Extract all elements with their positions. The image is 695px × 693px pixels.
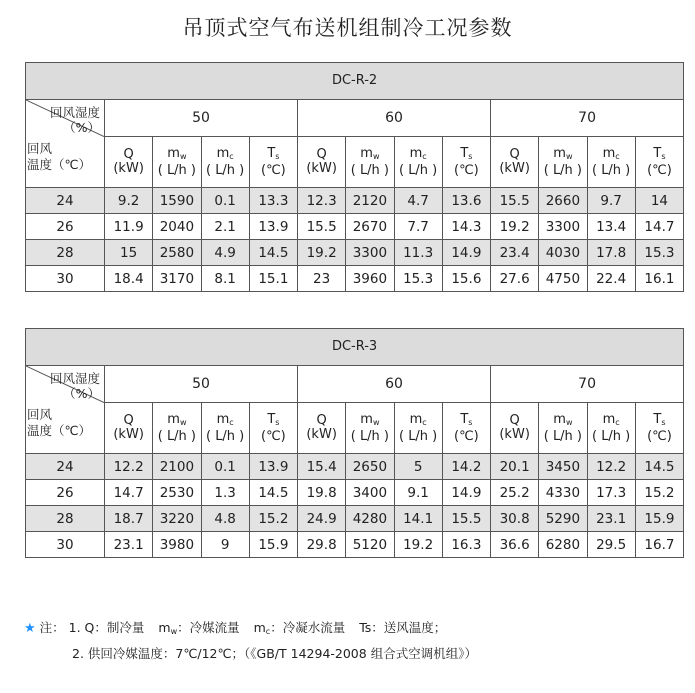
data-cell: 12.3	[298, 188, 346, 214]
data-cell: 30.8	[491, 506, 539, 532]
column-header	[394, 137, 442, 188]
humidity-group-50: 50	[105, 100, 298, 137]
data-cell: 18.4	[105, 266, 153, 292]
data-cell: 5	[394, 454, 442, 480]
header-symbol: Q	[316, 147, 327, 162]
data-cell: 22.4	[587, 266, 635, 292]
header-symbol: Q	[123, 147, 134, 162]
corner-bottom-line1: 回风	[27, 140, 53, 156]
header-unit: (kW)	[306, 427, 337, 442]
data-cell: 5120	[346, 532, 394, 558]
note-label: 注：	[39, 620, 65, 635]
corner-top-line2: （%）	[63, 386, 100, 401]
table-row	[26, 506, 684, 532]
data-cell: 15.3	[635, 240, 683, 266]
column-header	[394, 403, 442, 454]
row-temperature: 26	[26, 480, 105, 506]
header-subscript: s	[661, 417, 666, 427]
data-cell: 12.2	[587, 454, 635, 480]
data-cell: 3300	[539, 214, 587, 240]
corner-humidity-header	[26, 100, 105, 137]
header-unit: ( L/h )	[157, 162, 197, 178]
header-unit: ( L/h )	[398, 428, 438, 444]
data-cell: 3980	[153, 532, 201, 558]
column-header	[442, 137, 490, 188]
data-cell: 13.9	[249, 454, 297, 480]
corner-top-line1: 回风湿度	[49, 105, 100, 120]
data-cell: 5290	[539, 506, 587, 532]
header-unit: ( L/h )	[205, 428, 245, 444]
header-unit: (kW)	[306, 161, 337, 176]
header-symbol: m	[216, 145, 230, 161]
data-cell: 29.5	[587, 532, 635, 558]
data-cell: 16.1	[635, 266, 683, 292]
header-subscript: w	[179, 151, 187, 161]
header-subscript: s	[468, 151, 473, 161]
data-cell: 15.9	[249, 532, 297, 558]
note-q: 1. Q：制冷量	[68, 620, 145, 635]
data-cell: 3960	[346, 266, 394, 292]
header-unit: (kW)	[113, 427, 144, 442]
corner-top-line2: （%）	[63, 120, 100, 135]
column-header	[298, 403, 346, 454]
header-unit: ( L/h )	[591, 162, 631, 178]
data-cell: 2670	[346, 214, 394, 240]
column-header	[587, 403, 635, 454]
data-cell: 15.4	[298, 454, 346, 480]
header-unit: (℃)	[454, 428, 479, 444]
corner-humidity-header	[26, 366, 105, 403]
note-mw-text: ：冷媒流量	[177, 620, 240, 635]
data-cell: 9	[201, 532, 249, 558]
header-symbol: m	[409, 411, 423, 427]
data-cell: 8.1	[201, 266, 249, 292]
header-symbol: m	[602, 145, 616, 161]
data-cell: 12.2	[105, 454, 153, 480]
header-symbol: m	[409, 145, 423, 161]
header-symbol: m	[216, 411, 230, 427]
data-cell: 2650	[346, 454, 394, 480]
data-cell: 15	[105, 240, 153, 266]
header-symbol: m	[167, 411, 180, 427]
note-mc-text: ：冷凝水流量	[270, 620, 346, 635]
table-dc-r-3	[25, 328, 683, 558]
data-cell: 4.8	[201, 506, 249, 532]
header-unit: (kW)	[499, 161, 530, 176]
header-symbol: m	[553, 411, 566, 427]
header-symbol: T	[267, 145, 276, 161]
data-cell: 29.8	[298, 532, 346, 558]
data-cell: 23.1	[105, 532, 153, 558]
data-cell: 4330	[539, 480, 587, 506]
row-temperature: 26	[26, 214, 105, 240]
humidity-group-60: 60	[298, 366, 491, 403]
header-symbol: m	[360, 145, 373, 161]
data-cell: 15.5	[298, 214, 346, 240]
column-header	[346, 403, 394, 454]
data-cell: 4.7	[394, 188, 442, 214]
model-name: DC-R-3	[26, 329, 684, 366]
data-cell: 15.2	[249, 506, 297, 532]
column-header	[298, 137, 346, 188]
data-cell: 36.6	[491, 532, 539, 558]
table-row	[26, 214, 684, 240]
header-symbol: T	[653, 411, 662, 427]
header-symbol: T	[460, 145, 469, 161]
data-cell: 16.3	[442, 532, 490, 558]
header-symbol: m	[602, 411, 616, 427]
data-cell: 2100	[153, 454, 201, 480]
column-header	[491, 403, 539, 454]
column-header	[635, 137, 683, 188]
header-unit: (℃)	[261, 162, 286, 178]
data-cell: 23	[298, 266, 346, 292]
data-cell: 4.9	[201, 240, 249, 266]
data-cell: 14.7	[635, 214, 683, 240]
note-ts: Ts：送风温度；	[359, 620, 447, 635]
data-cell: 19.8	[298, 480, 346, 506]
column-header	[105, 403, 153, 454]
table-row	[26, 266, 684, 292]
params-table	[25, 328, 684, 558]
data-cell: 24.9	[298, 506, 346, 532]
data-cell: 3450	[539, 454, 587, 480]
params-table	[25, 62, 684, 292]
header-subscript: c	[615, 151, 620, 161]
data-cell: 0.1	[201, 454, 249, 480]
data-cell: 15.1	[249, 266, 297, 292]
data-cell: 2530	[153, 480, 201, 506]
header-unit: ( L/h )	[205, 162, 245, 178]
header-subscript: w	[565, 151, 573, 161]
header-unit: (℃)	[261, 428, 286, 444]
column-header	[249, 137, 297, 188]
data-cell: 14	[635, 188, 683, 214]
table-row	[26, 480, 684, 506]
header-subscript: c	[229, 417, 234, 427]
header-symbol: m	[553, 145, 566, 161]
data-cell: 16.7	[635, 532, 683, 558]
corner-temperature-header	[26, 403, 105, 454]
data-cell: 4280	[346, 506, 394, 532]
header-symbol: T	[267, 411, 276, 427]
column-header	[539, 137, 587, 188]
data-cell: 19.2	[394, 532, 442, 558]
data-cell: 2120	[346, 188, 394, 214]
header-subscript: w	[372, 151, 380, 161]
data-cell: 13.4	[587, 214, 635, 240]
data-cell: 4030	[539, 240, 587, 266]
row-temperature: 28	[26, 240, 105, 266]
header-subscript: s	[468, 417, 473, 427]
header-unit: ( L/h )	[398, 162, 438, 178]
header-subscript: c	[422, 417, 427, 427]
header-subscript: s	[275, 417, 280, 427]
data-cell: 13.9	[249, 214, 297, 240]
column-header	[587, 137, 635, 188]
data-cell: 15.5	[442, 506, 490, 532]
column-header	[442, 403, 490, 454]
humidity-group-70: 70	[491, 100, 684, 137]
header-symbol: T	[653, 145, 662, 161]
header-subscript: w	[565, 417, 573, 427]
page-title: 吊顶式空气布送机组制冷工况参数	[182, 16, 513, 40]
data-cell: 3400	[346, 480, 394, 506]
header-symbol: m	[167, 145, 180, 161]
header-unit: (kW)	[113, 161, 144, 176]
data-cell: 11.3	[394, 240, 442, 266]
note-mc-sub: c	[265, 627, 271, 636]
data-cell: 6280	[539, 532, 587, 558]
column-header	[635, 403, 683, 454]
data-cell: 7.7	[394, 214, 442, 240]
humidity-group-70: 70	[491, 366, 684, 403]
header-subscript: w	[372, 417, 380, 427]
header-unit: ( L/h )	[350, 428, 390, 444]
header-symbol: Q	[509, 413, 520, 428]
row-temperature: 28	[26, 506, 105, 532]
data-cell: 2040	[153, 214, 201, 240]
note-line-2: 2. 供回冷媒温度：7℃/12℃；（《GB/T 14294-2008 组合式空调机组》）	[72, 646, 477, 661]
row-temperature: 30	[26, 266, 105, 292]
column-header	[346, 137, 394, 188]
column-header	[491, 137, 539, 188]
header-symbol: Q	[123, 413, 134, 428]
data-cell: 20.1	[491, 454, 539, 480]
header-unit: ( L/h )	[543, 428, 583, 444]
table-row	[26, 188, 684, 214]
data-cell: 11.9	[105, 214, 153, 240]
note-mw-sub: w	[170, 627, 178, 636]
column-header	[201, 137, 249, 188]
corner-bottom-line2: 温度（℃）	[27, 156, 92, 172]
data-cell: 14.7	[105, 480, 153, 506]
data-cell: 3300	[346, 240, 394, 266]
data-cell: 15.3	[394, 266, 442, 292]
column-header	[539, 403, 587, 454]
data-cell: 1590	[153, 188, 201, 214]
data-cell: 17.3	[587, 480, 635, 506]
data-cell: 18.7	[105, 506, 153, 532]
data-cell: 14.1	[394, 506, 442, 532]
data-cell: 14.9	[442, 480, 490, 506]
data-cell: 2.1	[201, 214, 249, 240]
data-cell: 1.3	[201, 480, 249, 506]
table-row	[26, 240, 684, 266]
table-row	[26, 532, 684, 558]
header-unit: ( L/h )	[591, 428, 631, 444]
header-unit: ( L/h )	[157, 428, 197, 444]
data-cell: 2580	[153, 240, 201, 266]
notes	[24, 617, 477, 665]
column-header	[249, 403, 297, 454]
data-cell: 15.6	[442, 266, 490, 292]
data-cell: 0.1	[201, 188, 249, 214]
data-cell: 14.2	[442, 454, 490, 480]
row-temperature: 24	[26, 188, 105, 214]
humidity-group-60: 60	[298, 100, 491, 137]
corner-bottom-line2: 温度（℃）	[27, 422, 92, 438]
corner-temperature-header	[26, 137, 105, 188]
header-symbol: Q	[509, 147, 520, 162]
data-cell: 14.9	[442, 240, 490, 266]
data-cell: 13.6	[442, 188, 490, 214]
header-subscript: s	[661, 151, 666, 161]
data-cell: 19.2	[491, 214, 539, 240]
table-row	[26, 454, 684, 480]
data-cell: 17.8	[587, 240, 635, 266]
table-dc-r-2	[25, 62, 683, 292]
header-unit: (kW)	[499, 427, 530, 442]
data-cell: 3220	[153, 506, 201, 532]
data-cell: 9.1	[394, 480, 442, 506]
header-unit: ( L/h )	[350, 162, 390, 178]
header-unit: (℃)	[647, 428, 672, 444]
data-cell: 15.9	[635, 506, 683, 532]
data-cell: 27.6	[491, 266, 539, 292]
data-cell: 14.5	[249, 240, 297, 266]
data-cell: 25.2	[491, 480, 539, 506]
data-cell: 14.5	[249, 480, 297, 506]
data-cell: 3170	[153, 266, 201, 292]
column-header	[153, 403, 201, 454]
header-subscript: c	[422, 151, 427, 161]
data-cell: 9.7	[587, 188, 635, 214]
column-header	[153, 137, 201, 188]
header-subscript: c	[615, 417, 620, 427]
header-unit: (℃)	[647, 162, 672, 178]
note-line-1	[24, 617, 477, 643]
header-symbol: m	[360, 411, 373, 427]
data-cell: 9.2	[105, 188, 153, 214]
row-temperature: 30	[26, 532, 105, 558]
header-unit: ( L/h )	[543, 162, 583, 178]
header-unit: (℃)	[454, 162, 479, 178]
data-cell: 13.3	[249, 188, 297, 214]
data-cell: 14.3	[442, 214, 490, 240]
column-header	[201, 403, 249, 454]
header-subscript: c	[229, 151, 234, 161]
data-cell: 23.1	[587, 506, 635, 532]
data-cell: 15.5	[491, 188, 539, 214]
note-mc-sym: m	[253, 620, 266, 635]
header-subscript: s	[275, 151, 280, 161]
row-temperature: 24	[26, 454, 105, 480]
data-cell: 15.2	[635, 480, 683, 506]
corner-top-line1: 回风湿度	[49, 371, 100, 386]
data-cell: 4750	[539, 266, 587, 292]
data-cell: 2660	[539, 188, 587, 214]
column-header	[105, 137, 153, 188]
note-mw-sym: m	[158, 620, 171, 635]
data-cell: 23.4	[491, 240, 539, 266]
star-icon: ★	[24, 621, 36, 636]
model-name: DC-R-2	[26, 63, 684, 100]
corner-bottom-line1: 回风	[27, 406, 53, 422]
header-symbol: Q	[316, 413, 327, 428]
data-cell: 19.2	[298, 240, 346, 266]
header-symbol: T	[460, 411, 469, 427]
header-subscript: w	[179, 417, 187, 427]
humidity-group-50: 50	[105, 366, 298, 403]
data-cell: 14.5	[635, 454, 683, 480]
